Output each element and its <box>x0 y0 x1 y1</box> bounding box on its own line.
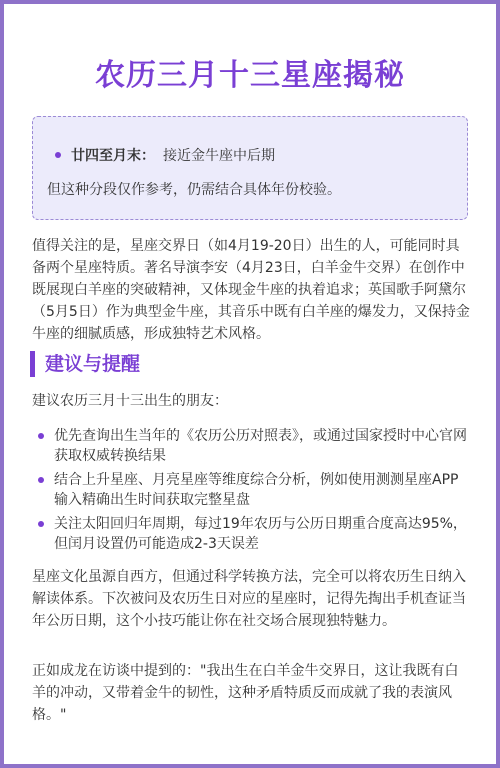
list-item <box>32 514 472 554</box>
list-item <box>32 426 472 466</box>
list-item-text: 关注太阳回归年周期，每过19年农历与公历日期重合度高达95%，但闰月设置仍可能造成2-3天误差 <box>54 516 467 552</box>
list-item-text: 优先查询出生当年的《农历公历对照表》，或通过国家授时中心官网获取权威转换结果 <box>54 428 467 464</box>
section-heading: 建议与提醒 <box>30 351 140 377</box>
bullet-dot-icon <box>38 477 44 483</box>
paragraph-star-cusp: 值得关注的是，星座交界日（如4月19-20日）出生的人，可能同时具备两个星座特质。著名导演李安（4月23日，白羊金牛交界）在创作中既展现白羊座的突破精神，又体现金牛座的执着追求；英国歌手阿黛尔（5月5日）作为典型金牛座，其音乐中既有白羊座的爆发力，又保持金牛座的细腻质感，形成独特艺术风格。 <box>32 238 470 342</box>
list-item <box>32 470 472 510</box>
tip-line <box>55 145 275 165</box>
tip-text: 接近金牛座中后期 <box>163 148 275 164</box>
bullet-dot-icon <box>38 521 44 527</box>
bullet-dot-icon <box>38 433 44 439</box>
tip-box <box>32 116 468 220</box>
tip-note: 但这种分段仅作参考，仍需结合具体年份校验。 <box>47 182 341 198</box>
tip-label: 廿四至月末： <box>71 148 155 164</box>
paragraph-intro: 建议农历三月十三出生的朋友： <box>32 393 228 409</box>
paragraph-quote: 正如成龙在访谈中提到的："我出生在白羊金牛交界日，这让我既有白羊的冲动，又带着金牛的韧性，这种矛盾特质反而成就了我的表演风格。" <box>32 663 459 723</box>
paragraph-conclusion: 星座文化虽源自西方，但通过科学转换方法，完全可以将农历生日纳入解读体系。下次被问及农历生日对应的星座时，记得先掏出手机查证当年公历日期，这个小技巧能让你在社交场合展现独特魅力。 <box>32 569 466 629</box>
list-item-text: 结合上升星座、月亮星座等维度综合分析，例如使用测测星座APP输入精确出生时间获取完整星盘 <box>54 472 459 508</box>
bullet-dot-icon <box>55 152 61 158</box>
page-title: 农历三月十三星座揭秘 <box>95 58 405 93</box>
